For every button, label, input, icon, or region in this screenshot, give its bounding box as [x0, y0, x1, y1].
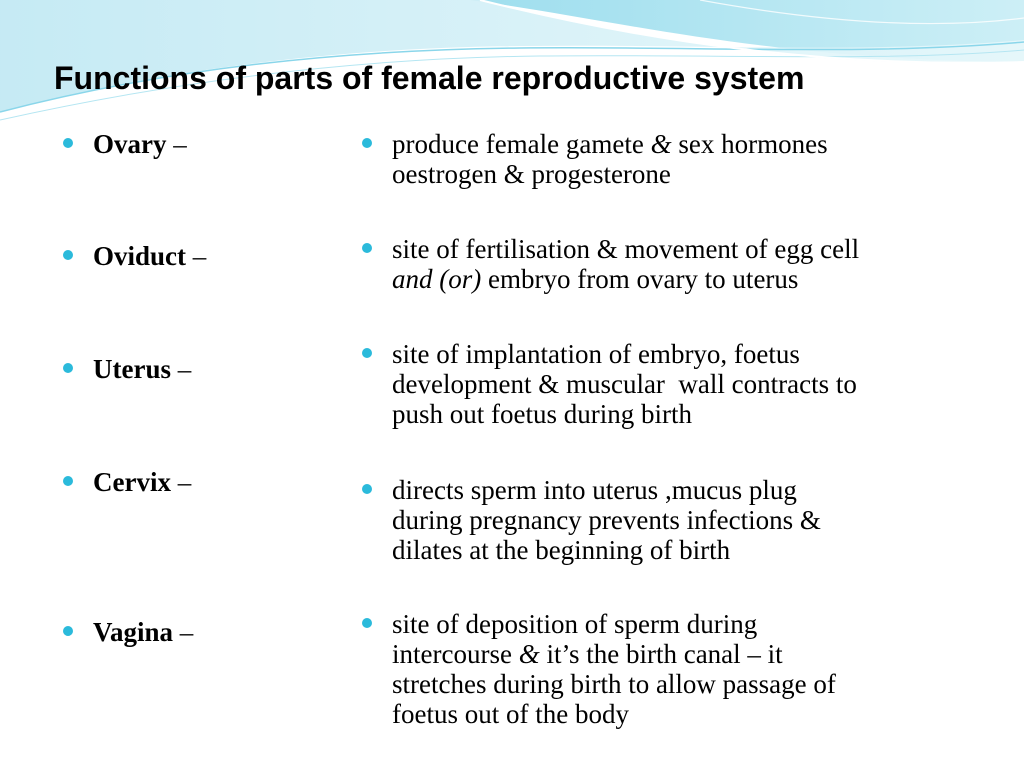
description-text: site of implantation of embryo, foetus — [392, 339, 800, 369]
bullet-icon — [362, 138, 372, 148]
description-text: directs sperm into uterus ,mucus plug — [392, 475, 797, 505]
description-text: & — [650, 129, 672, 159]
term-label: Vagina — [93, 617, 174, 647]
bullet-icon — [362, 243, 372, 253]
description-line — [392, 399, 992, 429]
description-oviduct — [362, 234, 992, 294]
term-uterus — [63, 354, 191, 384]
term-dash: – — [170, 354, 192, 384]
term-oviduct — [63, 241, 206, 271]
description-text: foetus out of the body — [392, 699, 629, 729]
term-dash: – — [173, 617, 194, 647]
bullet-icon — [362, 618, 372, 628]
description-text: produce female gamete — [392, 129, 651, 159]
term-label: Ovary — [93, 129, 167, 159]
description-text: it’s the birth canal – it — [539, 639, 783, 669]
description-vagina — [362, 609, 992, 729]
description-line — [392, 699, 992, 729]
description-line — [392, 129, 992, 159]
term-label: Oviduct — [93, 241, 187, 271]
term-label: Uterus — [93, 354, 171, 384]
bullet-icon — [63, 626, 73, 636]
description-text: push out foetus during birth — [392, 399, 692, 429]
description-line — [392, 535, 992, 565]
bullet-icon — [63, 250, 73, 260]
description-ovary — [362, 129, 992, 189]
term-label: Cervix — [93, 467, 171, 497]
bullet-icon — [63, 138, 73, 148]
description-line — [392, 669, 992, 699]
description-uterus — [362, 339, 992, 429]
description-line — [392, 505, 992, 535]
term-vagina — [63, 617, 193, 647]
description-cervix — [362, 475, 992, 565]
bullet-icon — [63, 476, 73, 486]
term-dash: – — [186, 241, 207, 271]
description-line — [392, 609, 992, 639]
description-text: sex hormones — [671, 129, 828, 159]
description-line — [392, 264, 992, 294]
description-line — [392, 475, 992, 505]
term-dash: – — [166, 129, 187, 159]
description-line — [392, 159, 992, 189]
description-text: embryo from ovary to uterus — [481, 264, 799, 294]
bullet-icon — [362, 348, 372, 358]
description-line — [392, 369, 992, 399]
bullet-icon — [63, 363, 73, 373]
description-line — [392, 234, 992, 264]
description-text: dilates at the beginning of birth — [392, 535, 731, 565]
term-dash: – — [170, 467, 192, 497]
description-text: site of deposition of sperm during — [392, 609, 758, 639]
description-text: development & muscular wall contracts to — [392, 369, 857, 399]
description-line — [392, 639, 992, 669]
description-line — [392, 339, 992, 369]
description-text: & — [518, 639, 540, 669]
description-text: and (or) — [392, 264, 482, 294]
bullet-icon — [362, 484, 372, 494]
description-text: site of fertilisation & movement of egg cell — [392, 234, 860, 264]
slide-title: Functions of parts of female reproductive system — [54, 60, 805, 96]
term-cervix — [63, 467, 191, 497]
description-text: during pregnancy prevents infections & — [392, 505, 821, 535]
description-text: intercourse — [392, 639, 519, 669]
term-ovary — [63, 129, 187, 159]
description-text: oestrogen & progesterone — [392, 159, 671, 189]
description-text: stretches during birth to allow passage of — [392, 669, 836, 699]
